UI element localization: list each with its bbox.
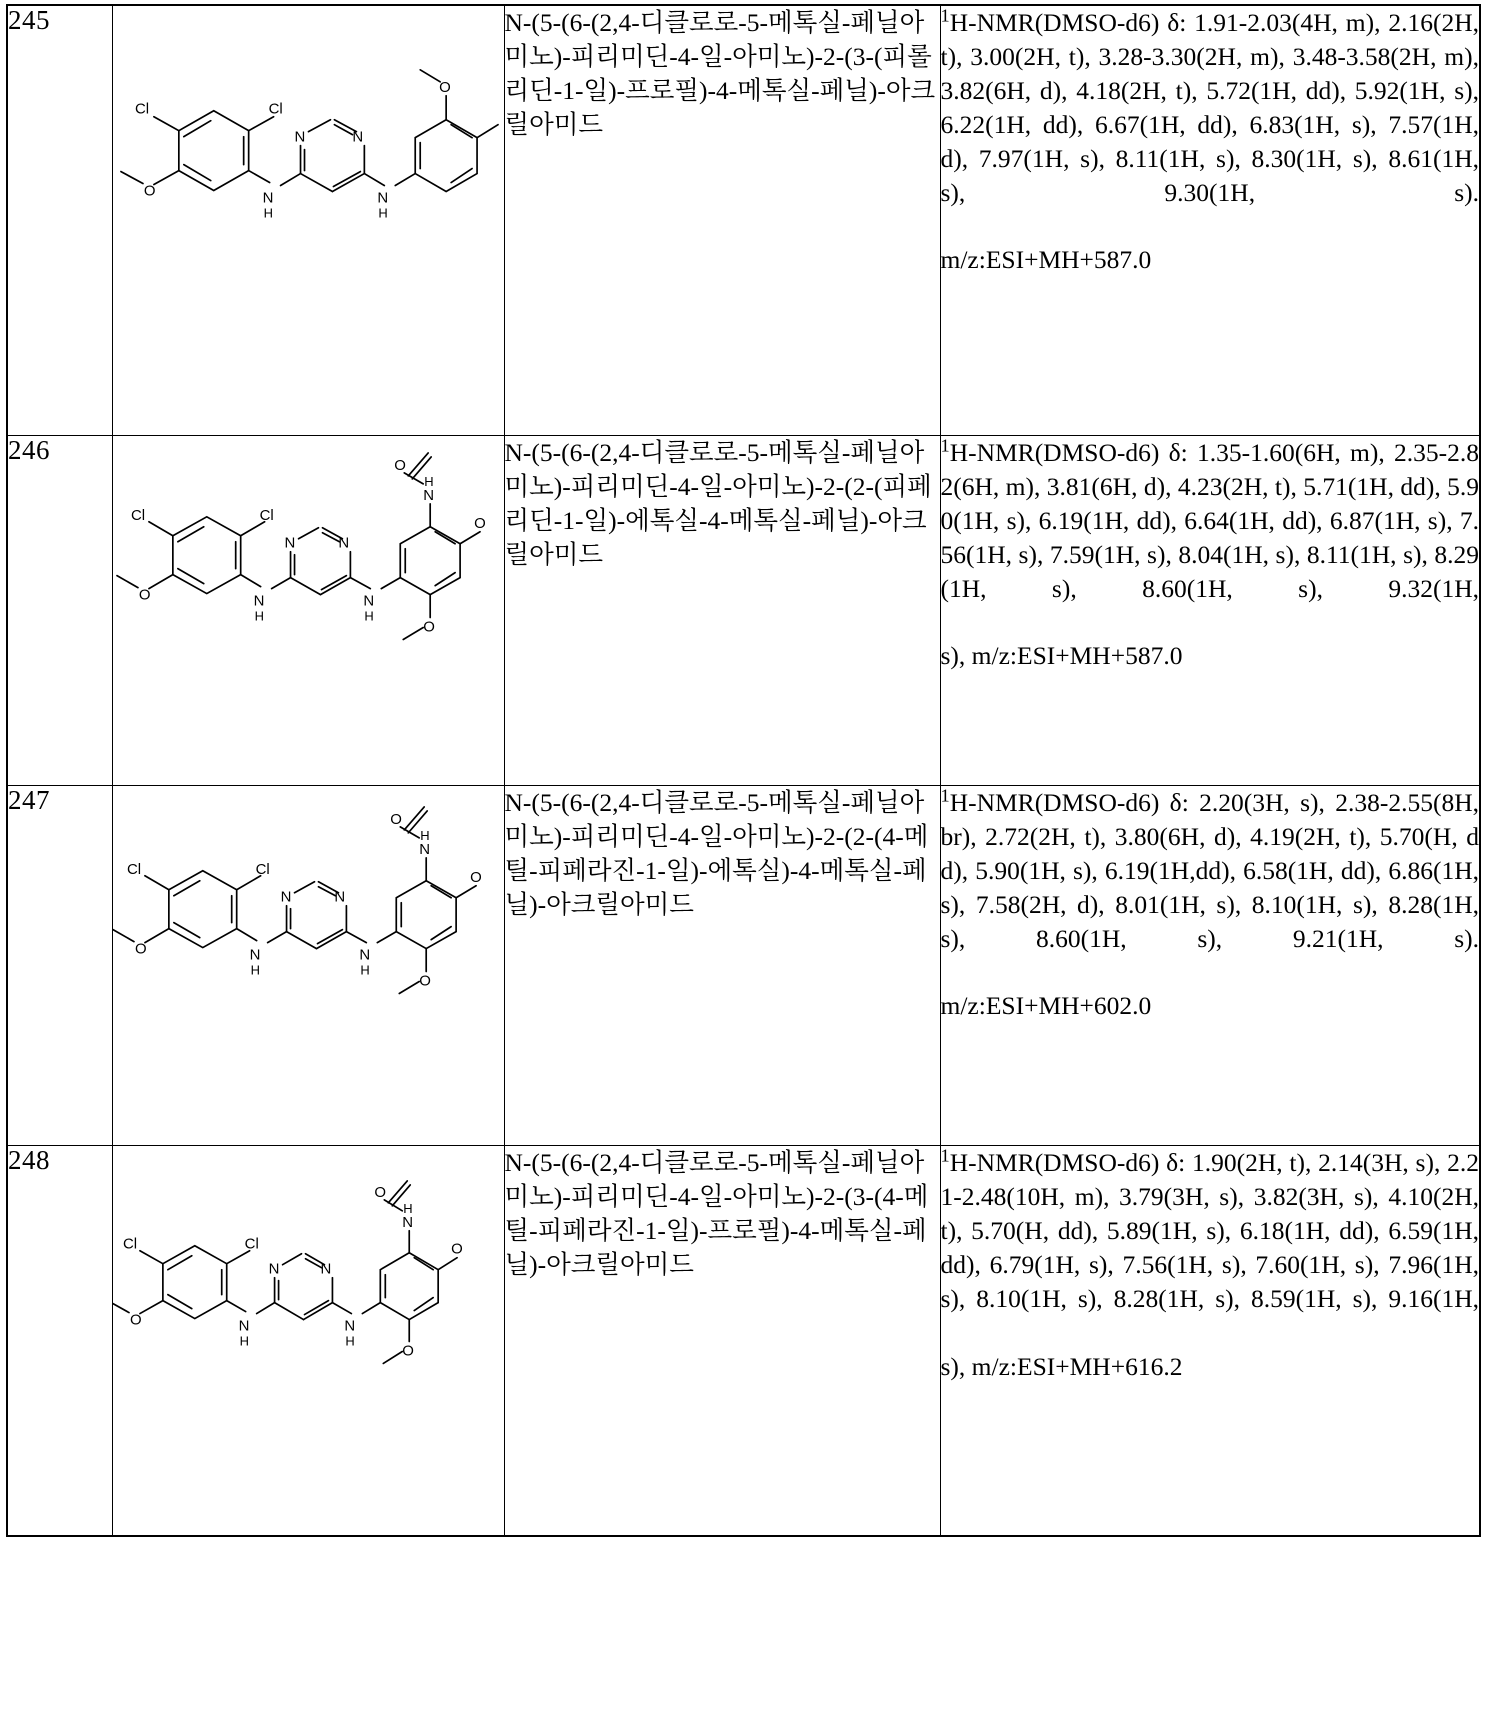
atom-label-o: O	[393, 456, 406, 474]
atom-label-n: N	[351, 128, 363, 146]
row-number-cell	[7, 435, 112, 785]
atom-label-cl: Cl	[130, 506, 145, 524]
atom-label-n: N	[422, 486, 434, 504]
compound-structure-247	[113, 786, 504, 1145]
atom-label-n: N	[418, 840, 430, 858]
mass-spec-value: s), m/z:ESI+MH+616.2	[940, 1351, 1183, 1381]
table-row	[7, 785, 1480, 1145]
atom-label-cl: Cl	[268, 100, 283, 118]
compound-name: N-(5-(6-(2,4-디클로로-5-메톡실-페닐아미노)-피리미딘-4-일-아미노)-2-(3-(피롤리딘-1-일)-프로필)-4-메톡실-페닐)-아크릴아미드	[504, 8, 936, 139]
atom-label-h: H	[359, 962, 370, 978]
atom-label-h: H	[263, 205, 273, 221]
compound-name-cell	[504, 785, 940, 1145]
nmr-body: H-NMR(DMSO-d6) δ: 1.91-2.03(4H, m), 2.16(2H, t), 3.00(2H, t), 3.28-3.30(2H, m), 3.48-3.58(2H, m), 3.82(6H, d), 4.18(2H, t), 5.72(1H, dd), 5.92(1H, s), 6.22(1H, dd), 6.67(1H, dd), 6.83(1H, s), 7.57(1H, d), 7.97(1H, s), 8.11(1H, s), 8.30(1H, s), 8.61(1H, s), 9.30(1H, s).	[940, 8, 1479, 207]
atom-label-n: N	[319, 1260, 331, 1278]
atom-label-n: N	[268, 1260, 279, 1278]
compound-structure-246	[113, 436, 504, 785]
nmr-data-cell	[940, 1146, 1480, 1537]
row-number: 245	[8, 5, 50, 35]
atom-label-n: N	[294, 128, 305, 146]
nmr-text	[941, 436, 1480, 639]
compound-name: N-(5-(6-(2,4-디클로로-5-메톡실-페닐아미노)-피리미딘-4-일-아미노)-2-(2-(4-메틸-피페라진-1-일)-에톡실)-4-메톡실-페닐)-아크릴아미드	[504, 787, 929, 919]
atom-label-cl: Cl	[255, 860, 270, 878]
row-number-cell	[7, 1146, 112, 1537]
nmr-text	[941, 786, 1480, 989]
nmr-body: H-NMR(DMSO-d6) δ: 2.20(3H, s), 2.38-2.55(8H, br), 2.72(2H, t), 3.80(6H, d), 4.19(2H, t), 5.70(H, dd), 5.90(1H, s), 6.19(1H,dd), 6.58(1H, dd), 6.86(1H, s), 7.58(2H, d), 8.01(1H, s), 8.10(1H, s), 8.28(1H, s), 8.60(1H, s), 9.21(1H, s).	[940, 787, 1479, 953]
nmr-data-cell	[940, 435, 1480, 785]
atom-label-o: O	[373, 1183, 386, 1201]
atom-label-o: O	[389, 810, 402, 828]
atom-label-h: H	[239, 1333, 249, 1349]
atom-label-o: O	[418, 972, 431, 990]
mass-spec-value: m/z:ESI+MH+587.0	[940, 245, 1152, 275]
atom-label-cl: Cl	[122, 1235, 137, 1253]
atom-label-cl: Cl	[244, 1235, 259, 1253]
structure-cell	[112, 5, 504, 435]
row-number: 247	[8, 784, 50, 815]
table-row	[7, 1146, 1480, 1537]
isotope-superscript: 1	[940, 5, 950, 26]
atom-label-o: O	[138, 586, 151, 604]
atom-label-o: O	[422, 618, 435, 636]
atom-label-n: N	[284, 534, 295, 552]
atom-label-o: O	[450, 1240, 463, 1258]
compound-table	[6, 4, 1481, 1537]
atom-label-h: H	[377, 205, 388, 221]
atom-label-h: H	[254, 608, 264, 624]
isotope-superscript: 1	[940, 785, 950, 806]
isotope-superscript: 1	[940, 435, 950, 456]
atom-label-h: H	[344, 1333, 355, 1349]
row-number: 246	[8, 434, 50, 465]
atom-label-cl: Cl	[126, 860, 141, 878]
atom-label-n: N	[358, 946, 370, 964]
structure-cell	[112, 785, 504, 1145]
nmr-text	[941, 1146, 1480, 1349]
compound-name-cell	[504, 435, 940, 785]
mass-spec-value: s), m/z:ESI+MH+587.0	[940, 641, 1183, 671]
atom-label-n: N	[362, 592, 374, 610]
compound-structure-248	[113, 1146, 504, 1535]
structure-cell	[112, 1146, 504, 1537]
atom-label-h: H	[363, 608, 374, 624]
atom-label-o: O	[473, 514, 486, 532]
atom-label-h: H	[419, 827, 430, 843]
atom-label-o: O	[134, 940, 147, 958]
atom-label-n: N	[376, 189, 388, 207]
nmr-data-cell	[940, 5, 1480, 435]
nmr-body: H-NMR(DMSO-d6) δ: 1.35-1.60(6H, m), 2.35-2.82(6H, m), 3.81(6H, d), 4.23(2H, t), 5.71(1H, dd), 5.90(1H, s), 6.19(1H, dd), 6.64(1H, dd), 6.87(1H, s), 7.56(1H, s), 7.59(1H, s), 8.04(1H, s), 8.11(1H, s), 8.29(1H, s), 8.60(1H, s), 9.32(1H,	[940, 437, 1479, 603]
compound-name: N-(5-(6-(2,4-디클로로-5-메톡실-페닐아미노)-피리미딘-4-일-아미노)-2-(2-(피페리딘-1-일)-에톡실-4-메톡실-페닐)-아크릴아미드	[504, 437, 932, 569]
atom-label-h: H	[423, 473, 434, 489]
atom-label-cl: Cl	[259, 506, 274, 524]
compound-name: N-(5-(6-(2,4-디클로로-5-메톡실-페닐아미노)-피리미딘-4-일-아미노)-2-(3-(4-메틸-피페라진-1-일)-프로필)-4-메톡실-페닐)-아크릴아미드	[504, 1148, 929, 1279]
compound-name-cell	[504, 1146, 940, 1537]
atom-label-cl: Cl	[134, 100, 149, 118]
table-row	[7, 5, 1480, 435]
mass-spec-value: m/z:ESI+MH+602.0	[940, 991, 1152, 1021]
atom-label-o: O	[438, 78, 451, 96]
nmr-body: H-NMR(DMSO-d6) δ: 1.90(2H, t), 2.14(3H, s), 2.21-2.48(10H, m), 3.79(3H, s), 3.82(3H, s), 4.10(2H, t), 5.70(H, dd), 5.89(1H, s), 6.18(1H, dd), 6.59(1H, dd), 6.79(1H, s), 7.56(1H, s), 7.60(1H, s), 7.96(1H, s), 8.10(1H, s), 8.28(1H, s), 8.59(1H, s), 9.16(1H,	[940, 1148, 1479, 1313]
atom-label-n: N	[333, 888, 345, 906]
compound-name-cell	[504, 5, 940, 435]
atom-label-n: N	[262, 189, 273, 207]
compound-structure-245	[113, 6, 504, 435]
row-number-cell	[7, 5, 112, 435]
atom-label-n: N	[280, 888, 291, 906]
atom-label-n: N	[343, 1317, 355, 1335]
atom-label-h: H	[402, 1200, 413, 1216]
structure-cell	[112, 435, 504, 785]
row-number: 248	[8, 1145, 50, 1176]
nmr-data-cell	[940, 785, 1480, 1145]
atom-label-o: O	[129, 1311, 142, 1329]
atom-label-h: H	[250, 962, 260, 978]
atom-label-n: N	[401, 1213, 413, 1231]
row-number-cell	[7, 785, 112, 1145]
atom-label-n: N	[249, 946, 260, 964]
atom-label-n: N	[238, 1317, 249, 1335]
atom-label-n: N	[253, 592, 264, 610]
atom-label-o: O	[401, 1342, 414, 1360]
isotope-superscript: 1	[940, 1145, 950, 1166]
table-row	[7, 435, 1480, 785]
atom-label-o: O	[143, 182, 156, 200]
nmr-text	[941, 6, 1480, 243]
atom-label-o: O	[469, 868, 482, 886]
atom-label-n: N	[337, 534, 349, 552]
